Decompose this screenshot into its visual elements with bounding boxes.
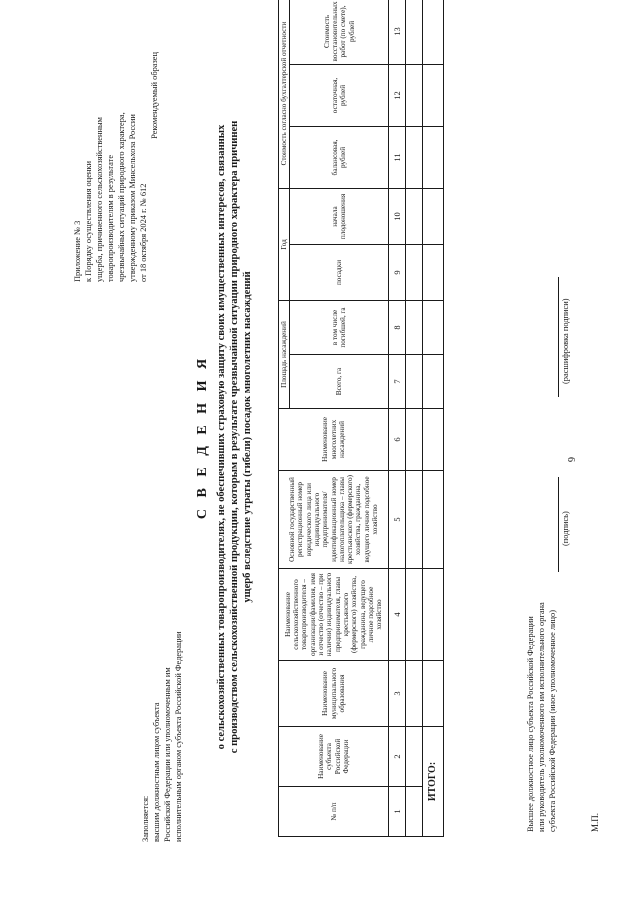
table-cell [423,0,444,64]
table-cell [406,301,423,355]
column-number: 1 [389,787,406,837]
header-plantings: Наименование многолетних насаждений [279,409,389,471]
column-number: 6 [389,409,406,471]
table-cell [406,787,423,837]
table-cell [406,661,423,727]
table-cell [406,245,423,301]
table-header-row [279,0,290,837]
header-registration-number: Основной государственный регистрационный номер юридического лица или индивидуального предпринимателя/ идентификационный номер налогоплательщика – главы крестьянского (фермерского) хозяйства, гражданина, ведущего личное подсобное хозяйство [279,471,389,569]
header-area-lost: в том числе погибшей, га [290,301,389,355]
filled-by-line: Заполняется: [141,795,150,842]
column-number: 8 [389,301,406,355]
signature-caption: (подпись) [561,511,570,546]
header-cost-balance: балансовая, рублей [290,126,389,188]
header-area: Площадь насаждений [279,301,290,409]
table-cell [406,0,423,64]
table-cell [406,727,423,787]
appendix-line: от 18 октября 2024 г. № 612 [139,183,148,282]
column-number: 12 [389,64,406,126]
header-num: № п/п [279,787,389,837]
appendix-line: ущерба, причиненного сельскохозяйственным [95,117,104,282]
column-number: 4 [389,569,406,661]
header-cost-residual: остаточная, рублей [290,64,389,126]
table-row [406,0,423,837]
table-cell [406,126,423,188]
appendix-line: Приложение № 3 [73,220,82,282]
header-municipality: Наименование муниципального образования [279,661,389,727]
document-subtitle-line: с производством сельскохозяйственной продукции, которым в результате чрезвычайной ситуации природного характера причинен [229,120,240,754]
total-label: ИТОГО: [423,727,444,837]
table-cell [406,471,423,569]
appendix-line: к Порядку осуществления оценки [84,161,93,282]
header-year-planting: посадки [290,245,389,301]
total-row [423,0,444,837]
table-cell [423,355,444,409]
filled-by-line: исполнительным органом субъекта Российской Федерации [174,631,183,842]
filled-by-line: Российской Федерации или уполномоченным им [163,667,172,842]
header-producer: Наименование сельскохозяйственного товаропроизводителя – организации/фамилия, имя и отчество (отчество – при наличии) индивидуального предпринимателя, главы крестьянского (фермерского) хозяйства, гражданина, ведущего личное подсобное хозяйство [279,569,389,661]
table-cell [423,661,444,727]
table-cell [423,569,444,661]
column-number-row [389,0,406,837]
signatory-line: или руководитель уполномоченного им исполнительного органа [537,602,546,832]
document-subtitle-line: о сельскохозяйственных товаропроизводителях, не обеспечивших страховую защиту своих имущественных интересов, связанных [216,124,227,750]
column-number: 9 [389,245,406,301]
signature-line [558,477,559,572]
document-heading [195,12,254,862]
page-number: 6 [565,457,576,462]
table-cell [423,409,444,471]
table-cell [423,471,444,569]
appendix-line: товаропроизводителям в результате [106,154,115,282]
column-number: 7 [389,355,406,409]
column-number: 2 [389,727,406,787]
appendix-reference-block [72,42,160,282]
table-cell [406,188,423,244]
signatory-block [525,332,558,832]
column-number: 13 [389,0,406,64]
column-number: 11 [389,126,406,188]
name-caption: (расшифровка подписи) [561,298,570,384]
document-title: С В Е Д Е Н И Я [195,354,210,520]
stamp-place-label: М.П. [590,812,600,832]
header-cost-restoration: Стоимость восстановительных работ (по смете), рублей [290,0,389,64]
column-number: 3 [389,661,406,727]
damage-info-table [278,0,444,837]
header-year-fruiting: начала плодоношения [290,188,389,244]
table-cell [406,569,423,661]
column-number: 5 [389,471,406,569]
header-cost: Стоимость согласно бухгалтерской отчетности [279,0,290,188]
column-number: 10 [389,188,406,244]
signatory-line: субъекта Российской Федерации (иное уполномоченное лицо) [548,609,557,832]
table-cell [406,409,423,471]
table-cell [423,126,444,188]
header-area-total: Всего, га [290,355,389,409]
table-cell [406,355,423,409]
document-subtitle-line: ущерб вследствие утраты (гибели) посадок многолетних насаждений [242,271,253,603]
signatory-line: Высшее должностное лицо субъекта Российской Федерации [526,616,535,832]
appendix-line: утвержденному приказом Минсельхоза России [128,114,137,282]
table-cell [423,245,444,301]
appendix-line: чрезвычайных ситуаций природного характера, [117,112,126,282]
filled-by-line: высшим должностным лицом субъекта [152,702,161,842]
table-cell [423,301,444,355]
table-cell [423,188,444,244]
recommended-sample-label: Рекомендуемый образец [150,52,159,139]
name-line [558,277,559,397]
table-cell [406,64,423,126]
header-year: Год [279,188,290,300]
header-subject: Наименование субъекта Российской Федерации [279,727,389,787]
filled-by-block [140,582,184,842]
table-cell [423,64,444,126]
